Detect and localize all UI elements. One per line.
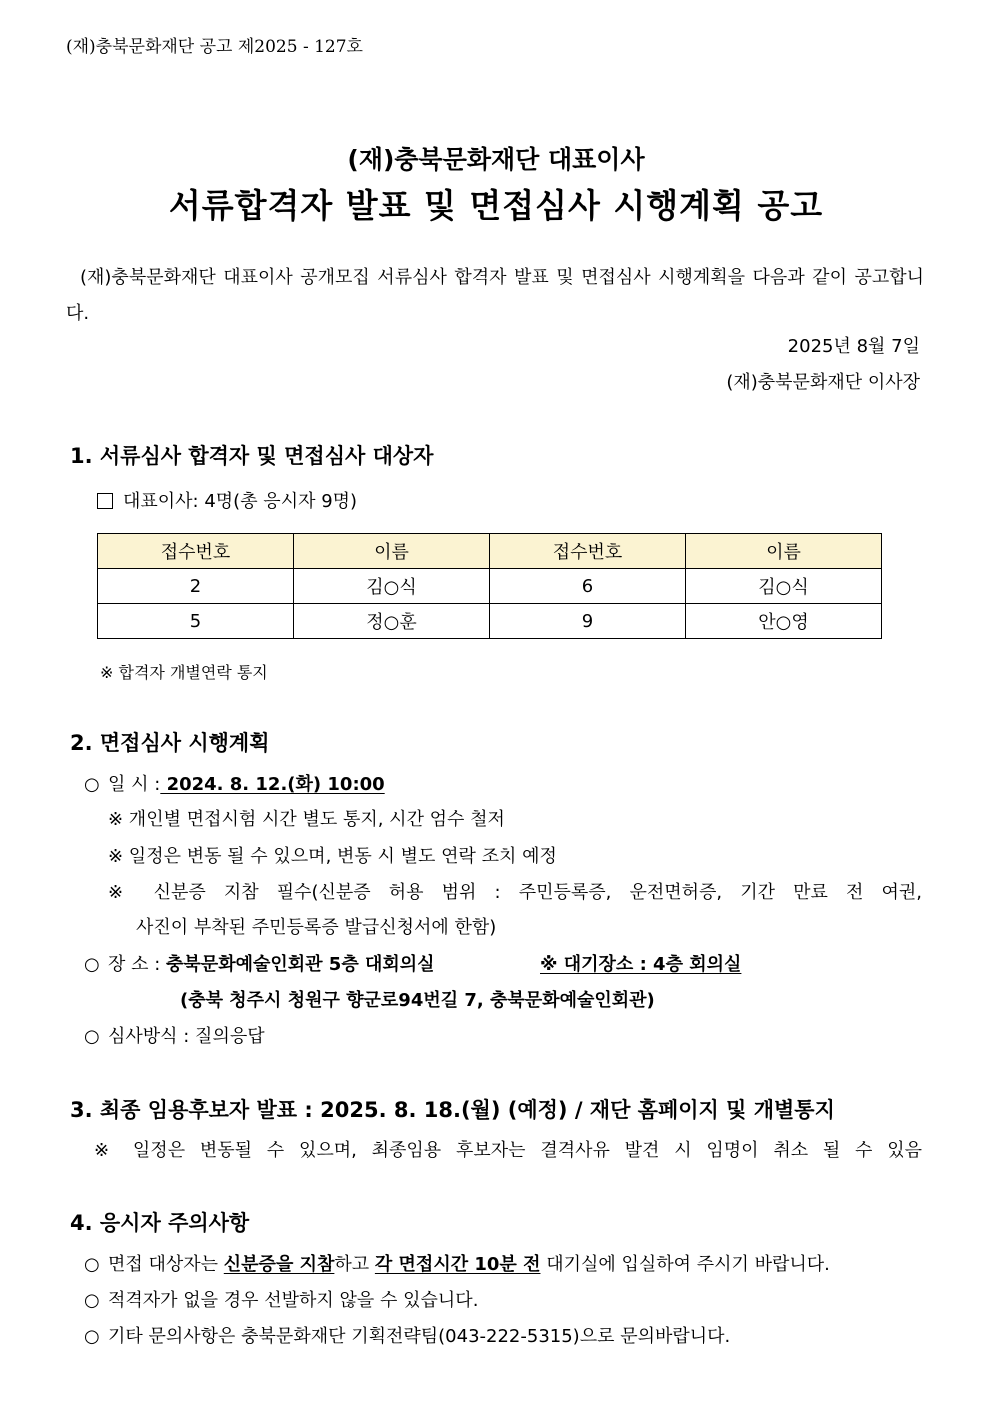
table-cell: 안○영 [686, 604, 882, 639]
section2-heading: 2. 면접심사 시행계획 [70, 731, 270, 755]
schedule-note-2: ※ 일정은 변동 될 수 있으며, 변동 시 별도 연락 조치 예정 [108, 846, 557, 867]
bullet-icon: ○ [84, 1026, 100, 1047]
page-title: 서류합격자 발표 및 면접심사 시행계획 공고 [168, 186, 824, 225]
checkbox-icon [97, 493, 113, 509]
table-cell: 2 [98, 569, 294, 604]
caution-text: 기타 문의사항은 충북문화재단 기획전략팀(043-222-5315)으로 문의바랍니다. [108, 1326, 731, 1347]
waiting-place: ※ 대기장소 : 4층 회의실 [540, 954, 742, 975]
bullet-icon: ○ [84, 1290, 100, 1311]
table-row [98, 569, 882, 604]
place-line [84, 950, 435, 976]
venue-address: (충북 청주시 청원구 향군로94번길 7, 충북문화예술인회관) [180, 990, 655, 1011]
caution-item-2 [84, 1286, 478, 1312]
table-cell: 6 [490, 569, 686, 604]
candidate-table [97, 533, 882, 639]
intro-paragraph: (재)충북문화재단 대표이사 공개모집 서류심사 합격자 발표 및 면접심사 시행계획을 다음과 같이 공고합니다. [66, 267, 924, 324]
document-number: (재)충북문화재단 공고 제2025 - 127호 [66, 37, 363, 57]
bullet-icon: ○ [84, 954, 100, 975]
table-cell: 5 [98, 604, 294, 639]
section3-heading: 3. 최종 임용후보자 발표 : 2025. 8. 18.(월) (예정) / 재단 홈페이지 및 개별통지 [70, 1098, 835, 1122]
table-header-row [98, 534, 882, 569]
table-row [98, 604, 882, 639]
table-header: 이름 [686, 534, 882, 569]
caution-item-1 [84, 1250, 830, 1276]
organization-title: (재)충북문화재단 대표이사 [347, 145, 645, 174]
table-note: ※ 합격자 개별연락 통지 [100, 663, 268, 682]
bullet-icon: ○ [84, 1254, 100, 1275]
schedule-note-4: 사진이 부착된 주민등록증 발급신청서에 한함) [136, 917, 497, 938]
section3-note: ※ 일정은 변동될 수 있으며, 최종임용 후보자는 결격사유 발견 시 임명이 취소 될 수 있음 [94, 1140, 922, 1161]
section4-heading: 4. 응시자 주의사항 [70, 1211, 250, 1235]
table-header: 이름 [294, 534, 490, 569]
caution-text: 면접 대상자는 [108, 1254, 224, 1275]
table-header: 접수번호 [98, 534, 294, 569]
caution-text: 적격자가 없을 경우 선발하지 않을 수 있습니다. [108, 1290, 479, 1311]
bullet-icon: ○ [84, 774, 100, 795]
caution-emphasis: 신분증을 지참 [223, 1254, 335, 1275]
datetime-value: 2024. 8. 12.(화) 10:00 [160, 774, 385, 795]
section1-heading: 1. 서류심사 합격자 및 면접심사 대상자 [70, 444, 434, 468]
place-label: 장 소 : [108, 954, 161, 975]
schedule-note-3: ※ 신분증 지참 필수(신분증 허용 범위 : 주민등록증, 운전면허증, 기간 만료 전 여권, [108, 882, 922, 903]
bullet-icon: ○ [84, 1326, 100, 1347]
place-value: 충북문화예술인회관 5층 대회의실 [166, 954, 435, 975]
datetime-line [84, 770, 385, 796]
checkbox-line [97, 487, 357, 513]
caution-item-3 [84, 1322, 730, 1348]
table-header: 접수번호 [490, 534, 686, 569]
method-text: 심사방식 : 질의응답 [108, 1026, 265, 1047]
caution-text: 하고 [334, 1254, 375, 1275]
method-line [84, 1022, 265, 1048]
datetime-label: 일 시 : [108, 774, 161, 795]
caution-emphasis: 각 면접시간 10분 전 [374, 1254, 541, 1275]
table-cell: 김○식 [686, 569, 882, 604]
signer: (재)충북문화재단 이사장 [726, 372, 920, 393]
announcement-date: 2025년 8월 7일 [787, 336, 920, 357]
table-cell: 정○훈 [294, 604, 490, 639]
table-cell: 9 [490, 604, 686, 639]
table-cell: 김○식 [294, 569, 490, 604]
schedule-note-1: ※ 개인별 면접시험 시간 별도 통지, 시간 엄수 철저 [108, 809, 505, 830]
caution-text: 대기실에 입실하여 주시기 바랍니다. [540, 1254, 830, 1275]
checkbox-label: 대표이사: 4명(총 응시자 9명) [123, 491, 358, 512]
